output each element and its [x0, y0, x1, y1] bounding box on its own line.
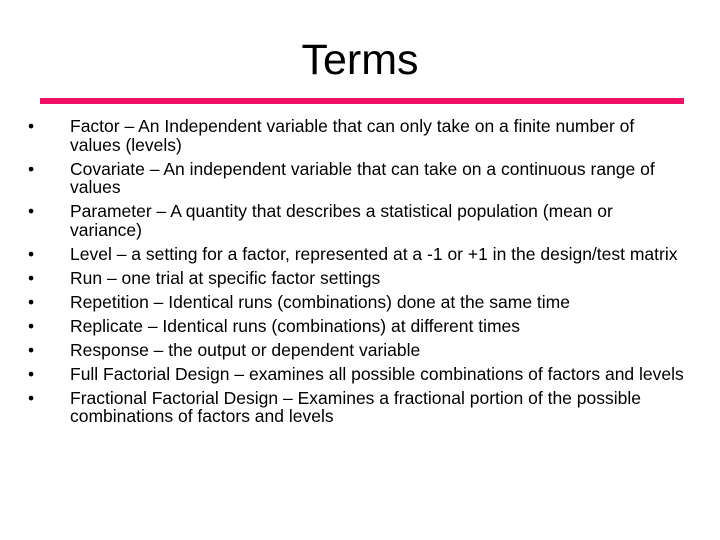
bullet-icon: • [28, 387, 35, 408]
slide-title: Terms [301, 36, 419, 84]
bullet-item-covariate [28, 160, 688, 197]
bullet-text: Response – the output or dependent variable [70, 339, 421, 360]
bullet-text: Factor – An Independent variable that can only take on a finite number of values (levels) [70, 116, 635, 155]
bullet-icon: • [28, 201, 35, 221]
bullet-icon: • [28, 158, 35, 179]
bullet-icon: • [28, 267, 35, 288]
bullet-text: Level – a setting for a factor, represented at a -1 or +1 in the design/test matrix [70, 243, 678, 264]
bullet-item-factor [28, 117, 688, 154]
bullet-icon: • [28, 339, 35, 360]
bullet-icon: • [28, 116, 35, 136]
bullet-icon: • [28, 363, 35, 384]
bullet-item-response [28, 341, 688, 360]
bullet-text: Parameter – A quantity that describes a statistical population (mean or variance) [70, 201, 613, 240]
bullet-text: Fractional Factorial Design – Examines a fractional portion of the possible combinations of factors and levels [70, 387, 641, 426]
bullet-text: Run – one trial at specific factor settings [70, 267, 381, 288]
bullet-item-replicate [28, 317, 688, 336]
bullet-icon: • [28, 243, 35, 264]
bullet-item-run [28, 269, 688, 288]
bullet-text: Covariate – An independent variable that can take on a continuous range of values [70, 158, 655, 197]
title-divider [40, 98, 684, 104]
bullet-list [28, 117, 688, 431]
bullet-item-fractional-factorial [28, 389, 688, 426]
bullet-text: Replicate – Identical runs (combinations) at different times [70, 315, 521, 336]
bullet-item-level [28, 245, 688, 264]
bullet-icon: • [28, 291, 35, 312]
bullet-item-full-factorial [28, 365, 688, 384]
bullet-item-repetition [28, 293, 688, 312]
bullet-icon: • [28, 315, 35, 336]
bullet-text: Full Factorial Design – examines all possible combinations of factors and levels [70, 363, 684, 384]
bullet-text: Repetition – Identical runs (combinations) done at the same time [70, 291, 570, 312]
bullet-item-parameter [28, 202, 688, 239]
